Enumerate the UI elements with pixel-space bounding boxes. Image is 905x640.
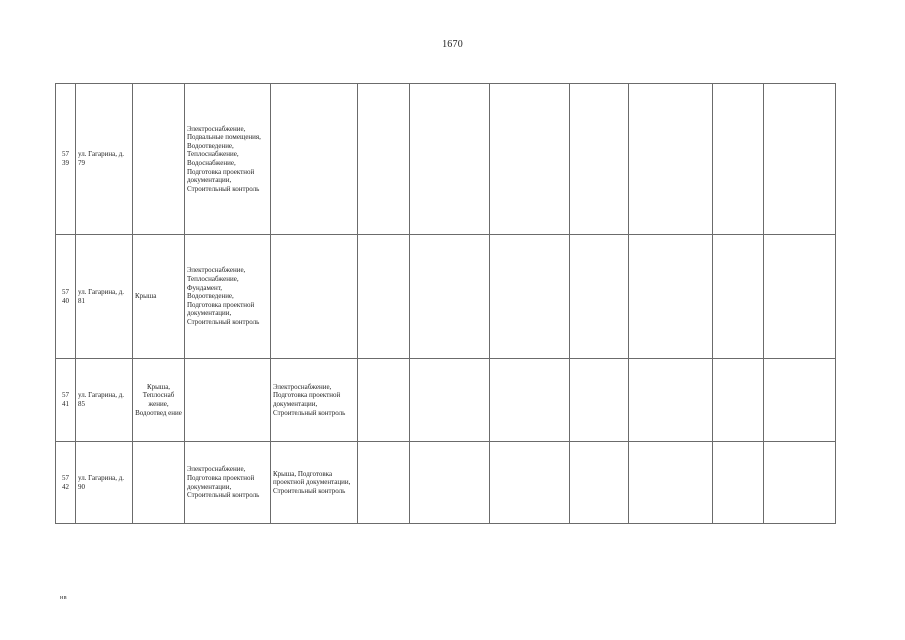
row-number: 57 40 — [56, 235, 76, 359]
empty-cell — [490, 442, 570, 524]
table-row — [56, 235, 836, 359]
empty-cell — [358, 442, 410, 524]
work-list-cell: Электроснабжение, Теплоснабжение, Фундамент, Водоотведение, Подготовка проектной документации, Строительный контроль — [185, 235, 271, 359]
work-list-cell-2 — [271, 235, 358, 359]
page-number: 1670 — [442, 39, 463, 50]
row-number: 57 42 — [56, 442, 76, 524]
empty-cell — [410, 442, 490, 524]
empty-cell — [410, 235, 490, 359]
row-number: 57 41 — [56, 359, 76, 442]
empty-cell — [570, 235, 629, 359]
empty-cell — [764, 84, 836, 235]
empty-cell — [570, 84, 629, 235]
table-row — [56, 84, 836, 235]
address-cell: ул. Гагарина, д. 90 — [76, 442, 133, 524]
work-type-cell — [133, 442, 185, 524]
address-cell: ул. Гагарина, д. 79 — [76, 84, 133, 235]
empty-cell — [629, 84, 713, 235]
address-cell: ул. Гагарина, д. 85 — [76, 359, 133, 442]
empty-cell — [358, 235, 410, 359]
empty-cell — [490, 235, 570, 359]
work-list-cell-2: Крыша, Подготовка проектной документации, Строительный контроль — [271, 442, 358, 524]
empty-cell — [410, 359, 490, 442]
empty-cell — [358, 84, 410, 235]
table-row — [56, 359, 836, 442]
work-list-cell — [185, 359, 271, 442]
work-type-cell: Крыша — [133, 235, 185, 359]
footer-mark: нв — [60, 595, 68, 601]
address-cell: ул. Гагарина, д. 81 — [76, 235, 133, 359]
empty-cell — [629, 442, 713, 524]
work-list-cell: Электроснабжение, Подвальные помещения, Водоотведение, Теплоснабжение, Водоснабжение, Подготовка проектной документации, Строительный контроль — [185, 84, 271, 235]
work-list-cell: Электроснабжение, Подготовка проектной документации, Строительный контроль — [185, 442, 271, 524]
empty-cell — [713, 84, 764, 235]
empty-cell — [629, 359, 713, 442]
repair-schedule-table — [55, 83, 836, 524]
empty-cell — [358, 359, 410, 442]
empty-cell — [713, 359, 764, 442]
empty-cell — [570, 359, 629, 442]
empty-cell — [490, 84, 570, 235]
empty-cell — [570, 442, 629, 524]
table-row — [56, 442, 836, 524]
work-list-cell-2: Электроснабжение, Подготовка проектной документации, Строительный контроль — [271, 359, 358, 442]
empty-cell — [629, 235, 713, 359]
empty-cell — [764, 235, 836, 359]
empty-cell — [713, 235, 764, 359]
empty-cell — [764, 442, 836, 524]
work-type-cell — [133, 84, 185, 235]
empty-cell — [764, 359, 836, 442]
empty-cell — [713, 442, 764, 524]
empty-cell — [410, 84, 490, 235]
work-list-cell-2 — [271, 84, 358, 235]
empty-cell — [490, 359, 570, 442]
work-type-cell: Крыша, Теплоснаб жение, Водоотвед ение — [133, 359, 185, 442]
row-number: 57 39 — [56, 84, 76, 235]
